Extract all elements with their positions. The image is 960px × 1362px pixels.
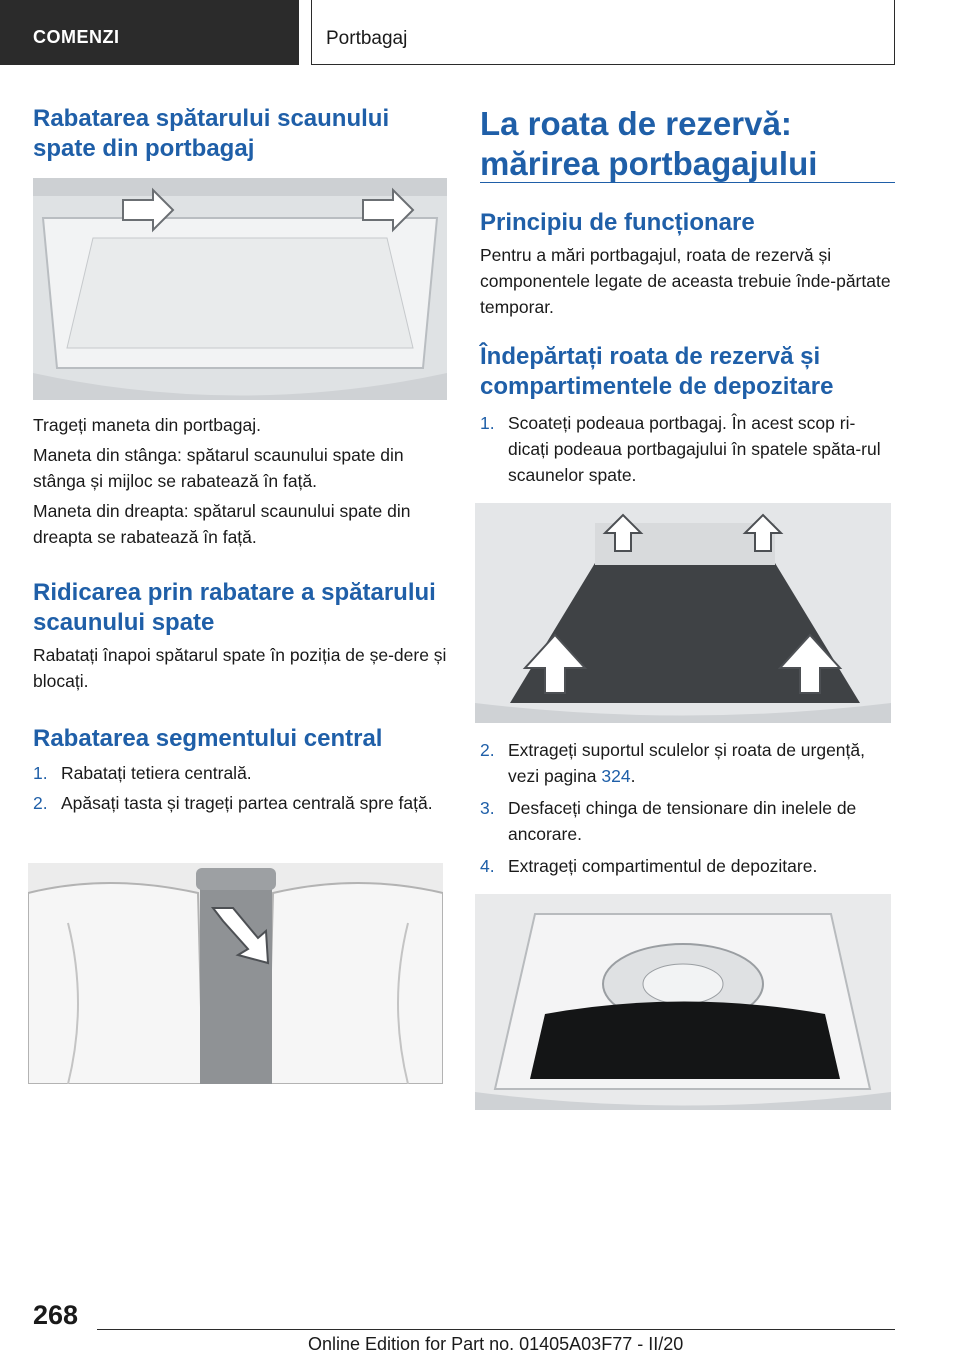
list-item (33, 790, 447, 816)
spare-wheel-compartment-image (475, 894, 891, 1110)
paragraph-principle: Pentru a mări portbagajul, roata de rezervă și componentele legate de aceasta trebuie înde-părtate temporar. (480, 245, 891, 317)
trunk-floor-image (475, 503, 891, 723)
step-text: Scoateți podeaua portbagaj. În acest scop ri-dicați podeaua portbagajului în spatele spăta-rul scaunelor spate. (508, 413, 881, 485)
section-label: COMENZI (33, 27, 120, 47)
heading-raise-backrest: Ridicarea prin rabatare a spătarului scaunului spate (33, 579, 436, 636)
step-number: 2. (480, 740, 495, 760)
paragraph-pull-lever: Trageți maneta din portbagaj. (33, 415, 261, 435)
heading-fold-backrest: Rabatarea spătarului scaunului spate din portbagaj (33, 105, 390, 162)
edition-note: Online Edition for Part no. 01405A03F77 - II/20 (308, 1334, 684, 1354)
step-text: Extrageți compartimentul de depozitare. (508, 856, 818, 876)
step-number: 4. (480, 856, 495, 876)
rear-seat-central-segment-image (28, 863, 443, 1084)
step-number: 1. (33, 763, 48, 783)
paragraph-raise: Rabatați înapoi spătarul spate în poziția de șe-dere și blocați. (33, 645, 447, 691)
step-number: 2. (33, 793, 48, 813)
list-item (33, 760, 447, 786)
paragraph-left-lever: Maneta din stânga: spătarul scaunului spate din stânga și mijloc se rabatează în față. (33, 445, 404, 491)
step-text: Extrageți suportul sculelor și roata de urgență, vezi pagina (508, 740, 865, 786)
step-text: Rabatați tetiera centrală. (61, 763, 252, 783)
section-tab (0, 0, 299, 65)
footer-divider (97, 1329, 895, 1330)
chapter-tab (311, 0, 895, 65)
steps-list-left (33, 760, 447, 816)
heading-rule (480, 182, 895, 183)
list-item (480, 795, 900, 847)
page-number: 268 (33, 1300, 79, 1330)
paragraph-right-lever: Maneta din dreapta: spătarul scaunului spate din dreapta se rabatează în față. (33, 501, 411, 547)
list-item (480, 853, 900, 879)
heading-principle: Principiu de funcționare (480, 209, 755, 236)
trunk-levers-image (33, 178, 447, 400)
chapter-label: Portbagaj (326, 28, 408, 49)
list-item (480, 410, 895, 488)
step-text-end: . (630, 766, 636, 786)
main-heading-spare-wheel: La roata de rezervă: mărirea portbagajului (480, 105, 818, 182)
step-text: Desfaceți chinga de tensionare din inelele de ancorare. (508, 798, 857, 844)
heading-remove-spare: Îndepărtați roata de rezervă și compartimentele de depozitare (480, 343, 834, 400)
step-text: Apăsați tasta și trageți partea centrală spre față. (61, 793, 433, 813)
heading-central-segment: Rabatarea segmentului central (33, 725, 383, 752)
step-number: 1. (480, 413, 495, 433)
page-reference-link[interactable]: 324 (601, 766, 631, 786)
list-item (480, 737, 900, 789)
step-number: 3. (480, 798, 495, 818)
